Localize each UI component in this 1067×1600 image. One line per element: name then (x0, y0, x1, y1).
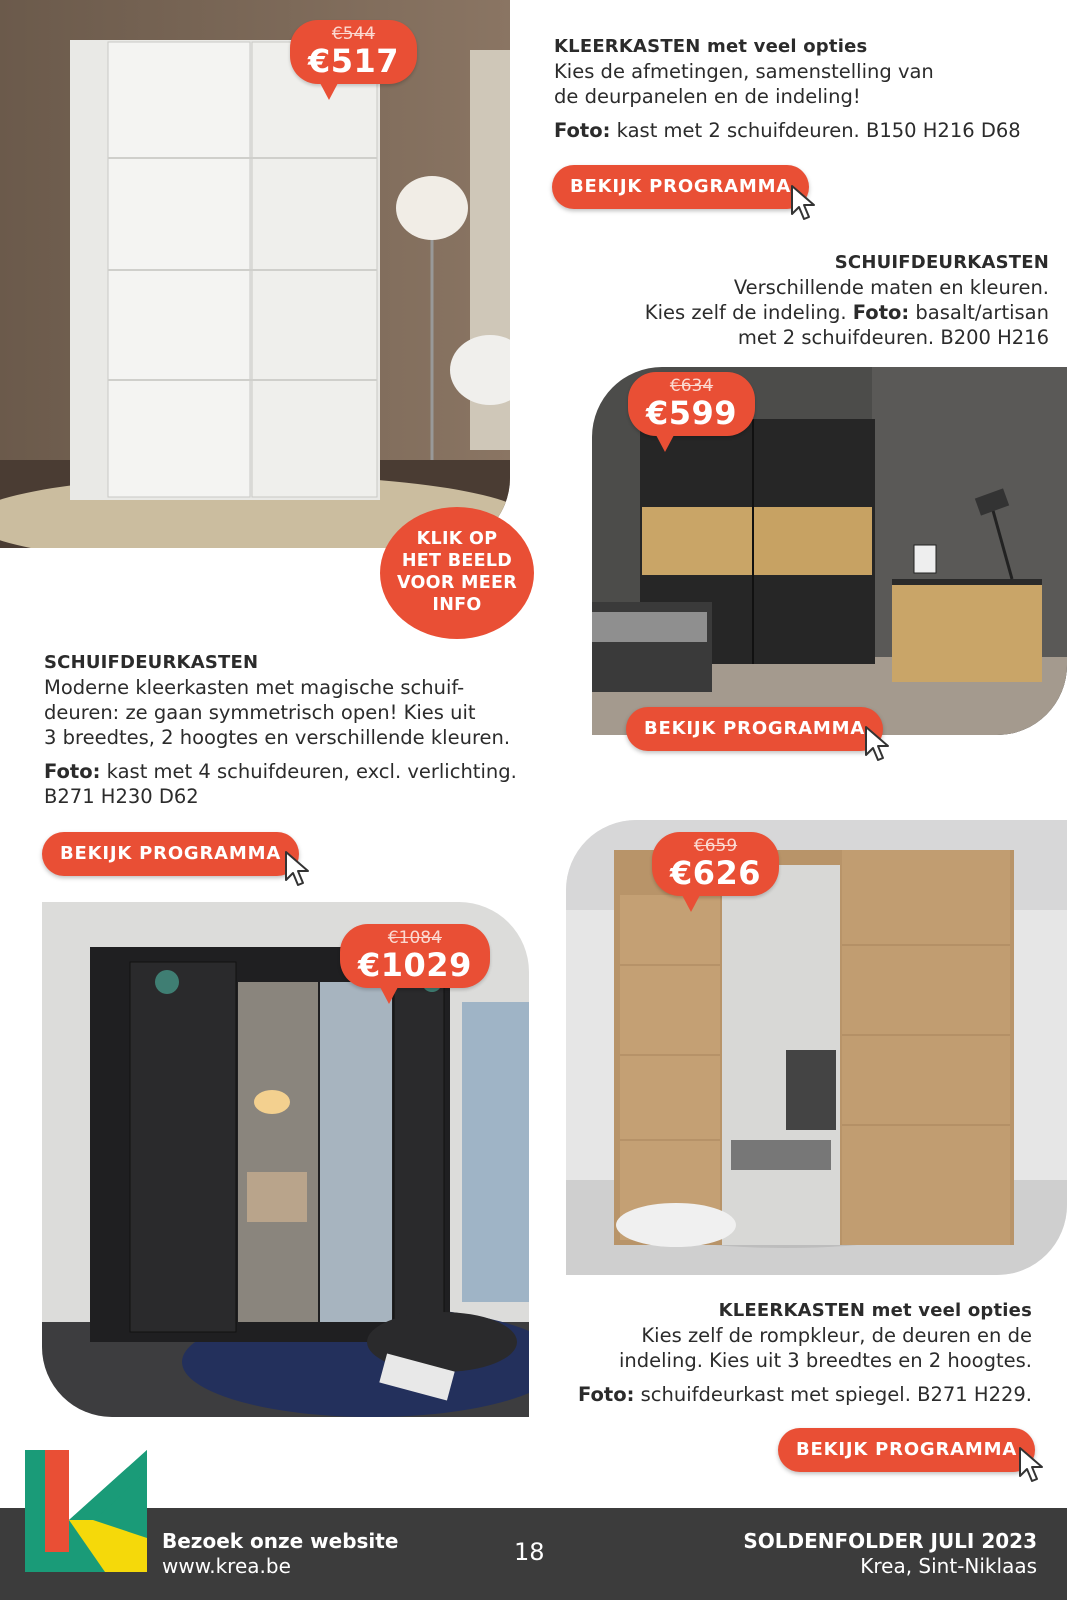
website-link[interactable]: www.krea.be (162, 1554, 291, 1578)
photo-caption (554, 118, 1034, 143)
price-tag-product-2 (628, 372, 755, 436)
price-tag-product-3 (340, 924, 490, 988)
store-name: Krea, Sint-Niklaas (860, 1554, 1037, 1578)
description-line: met 2 schuifdeuren. B200 H216 (737, 326, 1049, 349)
bekijk-programma-button-4[interactable]: BEKIJK PROGRAMMA (778, 1428, 1035, 1472)
product-heading: SCHUIFDEURKASTEN (834, 252, 1049, 273)
new-price: €599 (646, 394, 738, 432)
cursor-arrow-icon (284, 850, 314, 888)
badge-line: INFO (432, 595, 482, 615)
click-image-info-badge (380, 507, 534, 639)
new-price: €626 (670, 854, 762, 892)
folder-title: SOLDENFOLDER JULI 2023 (743, 1529, 1037, 1553)
product-heading: KLEERKASTEN met veel opties (554, 36, 868, 57)
price-tag-product-4 (652, 832, 779, 896)
bekijk-programma-button-2[interactable]: BEKIJK PROGRAMMA (626, 707, 883, 751)
description-line: 3 breedtes, 2 hoogtes en verschillende kleuren. (44, 726, 511, 749)
photo-label: Foto: (554, 119, 611, 142)
photo-label: Foto: (852, 301, 910, 324)
photo-caption-line-2: B271 H230 D62 (44, 785, 199, 808)
product-1-description (554, 34, 1034, 143)
old-price: €1084 (387, 928, 442, 948)
line-part: basalt/artisan (909, 301, 1049, 324)
badge-line: VOOR MEER (396, 573, 518, 593)
price-tag-product-1 (290, 20, 417, 84)
product-photo-white-wardrobe[interactable] (0, 0, 510, 548)
footer-website (162, 1529, 398, 1579)
photo-caption (560, 1382, 1032, 1407)
cursor-arrow-icon (1018, 1446, 1048, 1484)
visit-website-label: Bezoek onze website (162, 1529, 399, 1553)
description-line: Kies de afmetingen, samenstelling van (554, 60, 934, 83)
description-line: Moderne kleerkasten met magische schuif- (44, 676, 465, 699)
footer-folder-info (743, 1529, 1037, 1579)
old-price: €634 (669, 376, 714, 396)
photo-label: Foto: (577, 1383, 635, 1406)
product-heading: SCHUIFDEURKASTEN (44, 652, 259, 673)
page-number: 18 (514, 1538, 545, 1566)
description-line: indeling. Kies uit 3 breedtes en 2 hoogtes. (618, 1349, 1032, 1372)
cursor-arrow-icon (790, 184, 820, 222)
product-3-description (44, 650, 564, 809)
product-4-description (560, 1298, 1032, 1407)
photo-text: schuifdeurkast met spiegel. B271 H229. (634, 1383, 1032, 1406)
product-photo-oak-mirror-wardrobe[interactable] (566, 820, 1067, 1275)
badge-line: HET BEELD (401, 551, 513, 571)
krea-logo[interactable] (25, 1450, 147, 1572)
description-line: de deurpanelen en de indeling! (554, 85, 861, 108)
old-price: €544 (331, 24, 376, 44)
description-line: deuren: ze gaan symmetrisch open! Kies uit (44, 701, 476, 724)
footer-bar (0, 1508, 1067, 1600)
description-line (560, 300, 1049, 325)
product-2-description (560, 250, 1049, 350)
bekijk-programma-button-3[interactable]: BEKIJK PROGRAMMA (42, 832, 299, 876)
photo-caption (44, 759, 564, 784)
cursor-arrow-icon (864, 725, 894, 763)
photo-label: Foto: (44, 760, 101, 783)
badge-line: KLIK OP (416, 529, 498, 549)
description-line: Kies zelf de rompkleur, de deuren en de (641, 1324, 1032, 1347)
description-line: Verschillende maten en kleuren. (733, 276, 1049, 299)
bekijk-programma-button-1[interactable]: BEKIJK PROGRAMMA (552, 165, 809, 209)
new-price: €1029 (358, 946, 472, 984)
product-heading: KLEERKASTEN met veel opties (718, 1300, 1032, 1321)
photo-text: kast met 4 schuifdeuren, excl. verlichting. (100, 760, 517, 783)
photo-text: kast met 2 schuifdeuren. B150 H216 D68 (610, 119, 1021, 142)
new-price: €517 (308, 42, 400, 80)
old-price: €659 (693, 836, 738, 856)
line-part: Kies zelf de indeling. (644, 301, 853, 324)
